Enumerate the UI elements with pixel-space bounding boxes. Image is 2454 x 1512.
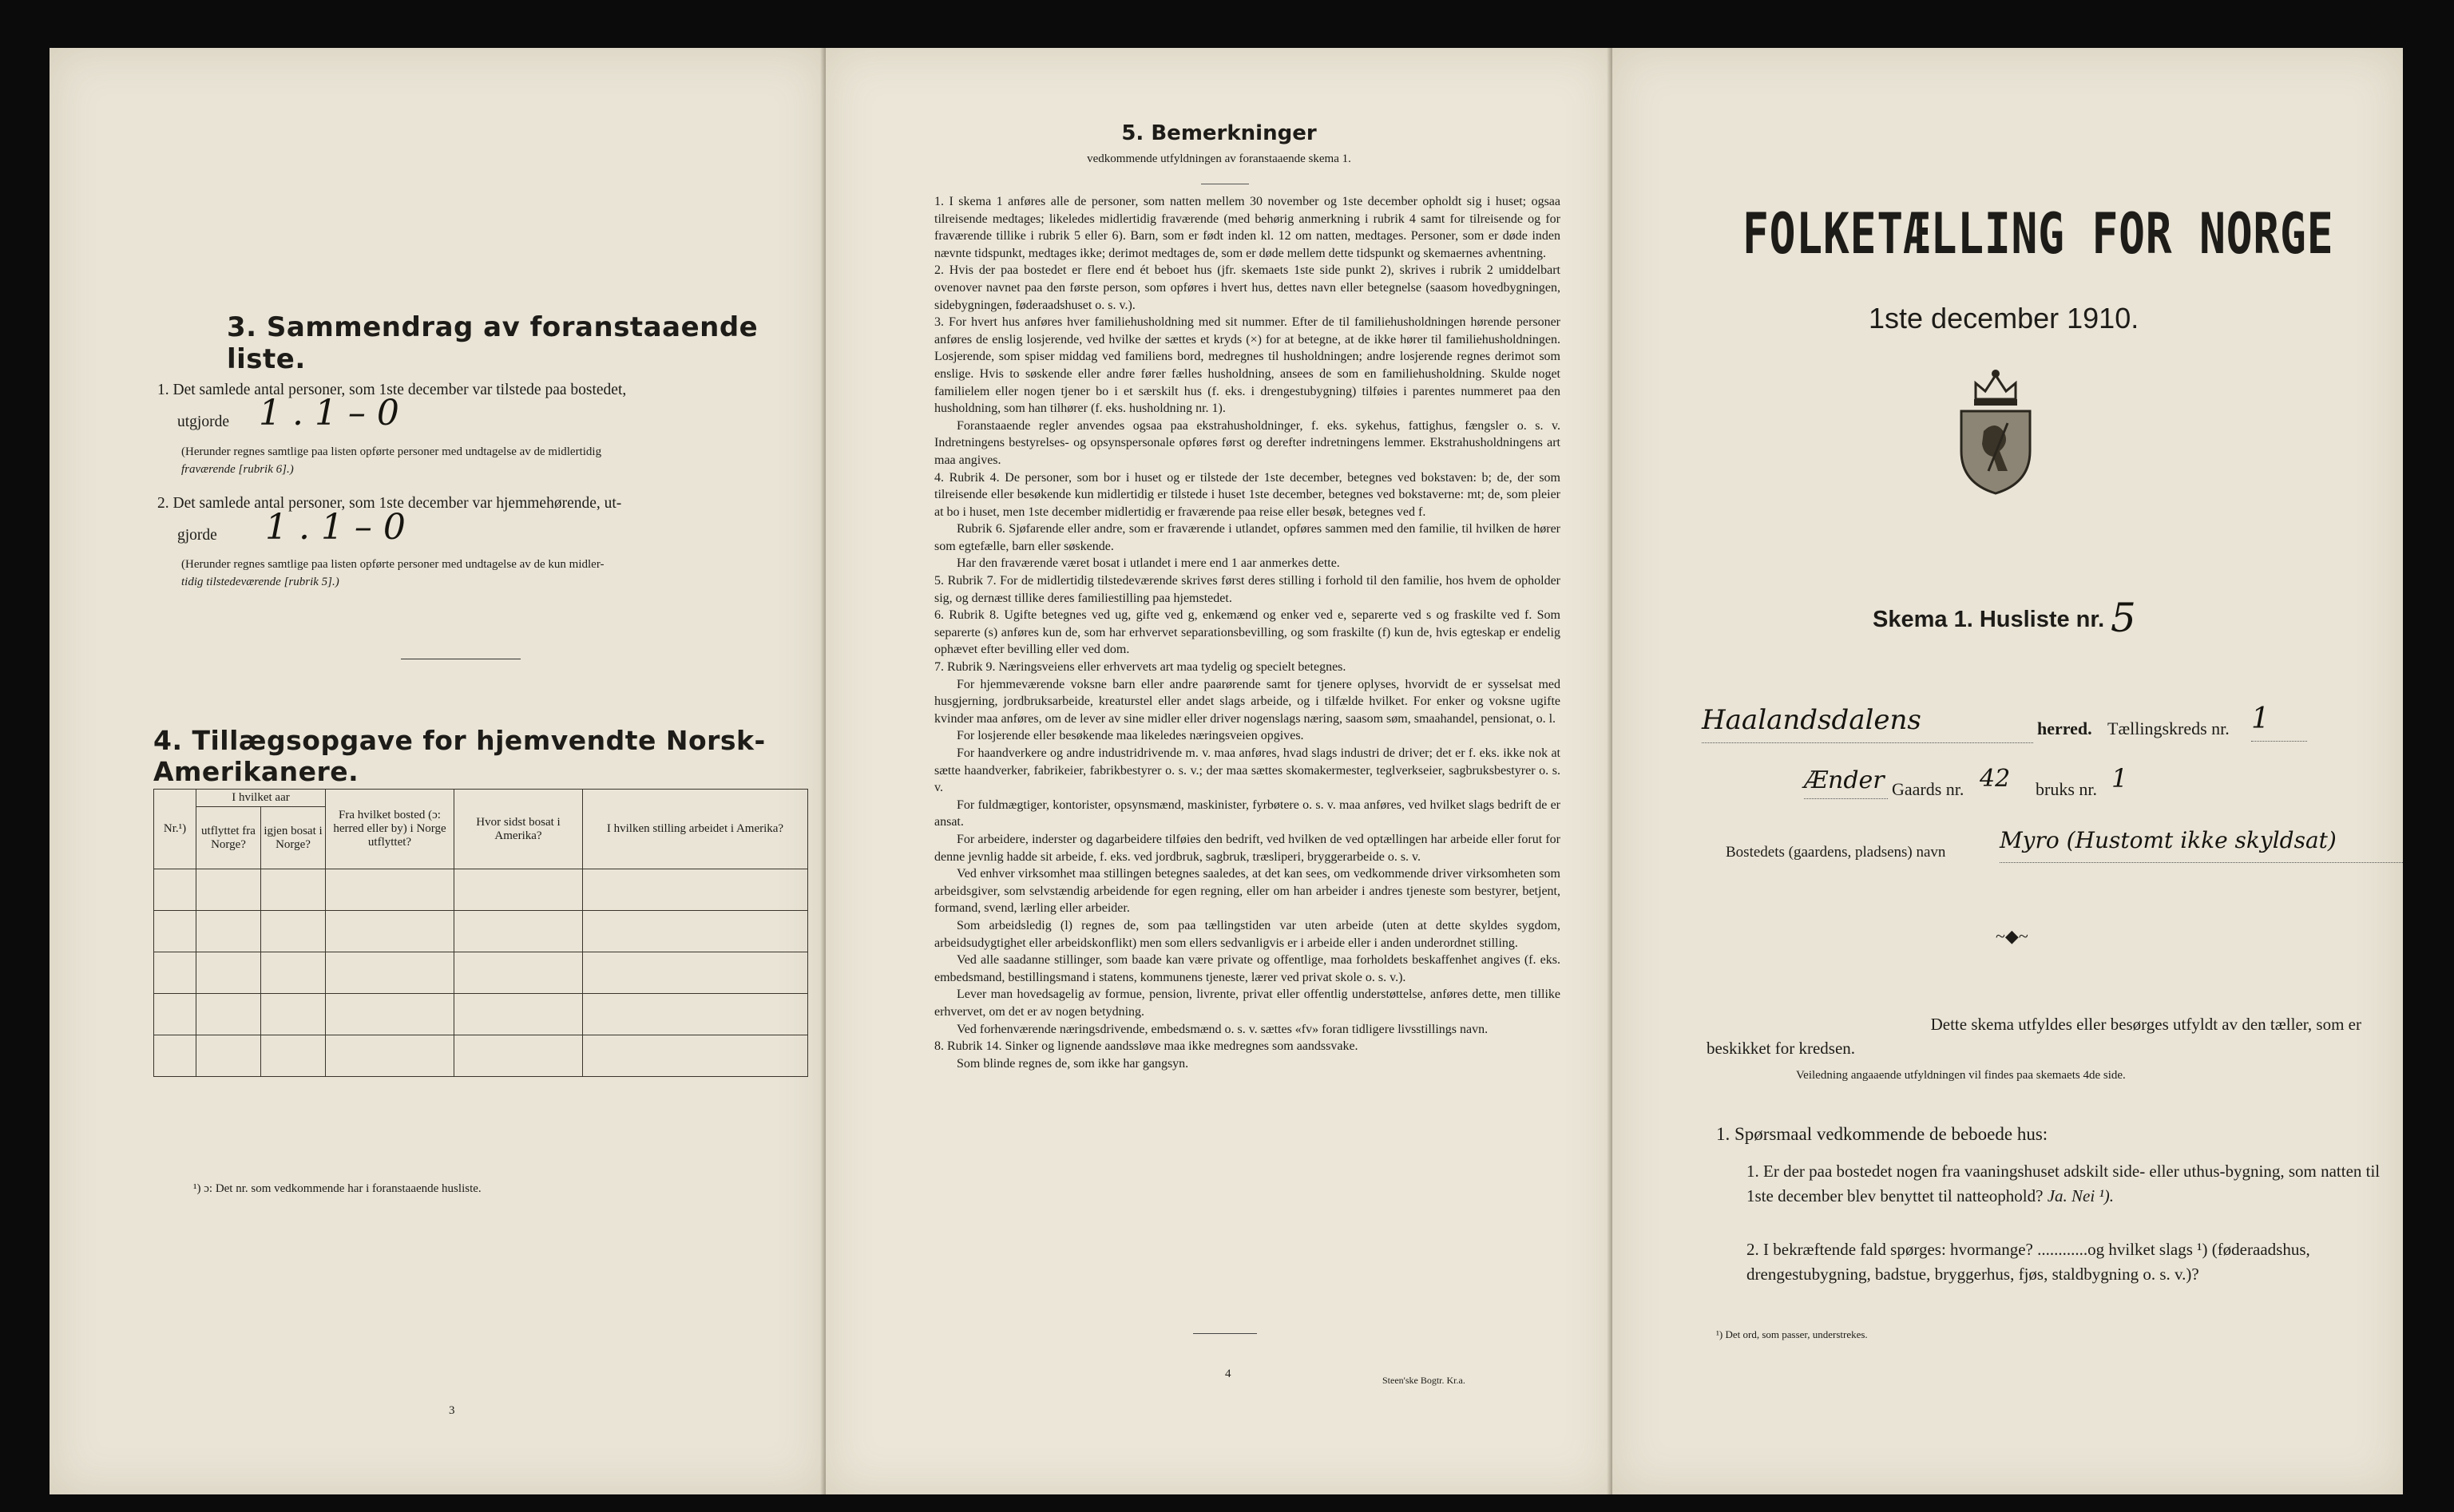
section3-title: 3. Sammendrag av foranstaaende liste. xyxy=(227,311,759,375)
item2-note-2: tidig tilstedeværende [rubrik 5].) xyxy=(181,576,339,588)
intro-line-2: beskikket for kredsen. xyxy=(1707,1039,1856,1058)
bemerkninger-subtitle: vedkommende utfyldningen av foranstaaende skema 1. xyxy=(1087,152,1351,165)
col-returned: igjen bosat i Norge? xyxy=(261,807,326,869)
kreds-label: Tællingskreds nr. xyxy=(2107,718,2230,738)
remark-paragraph: For haandverkere og andre industridrivende m. v. maa anføres, hvad slags industri de driver; det er f. eks. ikke nok at sætte haandverker, fabrikeier, fabrikbestyrer o. s. v.; der maa sættes skomakermester, teglverkseier, sagbruksbestyrer o. s. v. xyxy=(934,746,1560,795)
bruks-nr: 1 xyxy=(2111,763,2128,794)
table-row xyxy=(154,1035,808,1077)
page-left xyxy=(50,48,826,1494)
bemerkninger-title: 5. Bemerkninger xyxy=(1121,121,1317,145)
remark-paragraph: Lever man hovedsagelig av formue, pension, livrente, privat eller offentlig understøttelse, anføres dette, men tillike erhvervet, om det er av nogen betydning. xyxy=(934,988,1560,1019)
remark-paragraph: 2. Hvis der paa bostedet er flere end ét beboet hus (jfr. skemaets 1ste side punkt 2), skrives i rubrik 2 umiddelbart ovenover navnet paa den første person, som opføres i hvert hus, dettes navn eller betegnelse (saasom hovedbygningen, sidebygningen, føderaadshuset o. s. v.). xyxy=(934,263,1560,312)
bruks-label: bruks nr. xyxy=(2036,779,2097,799)
q1-2: 2. I bekræftende fald spørges: hvormange? ............og hvilket slags ¹) (føderaadshus, drengestubygning, badstue, bryggerhus, fjøs, staldbygning o. s. v.)? xyxy=(1746,1240,2310,1284)
page-middle xyxy=(826,48,1612,1494)
bosted-value: Myro (Hustomt ikke skyldsat) xyxy=(2000,827,2337,853)
item1-value: 1 . 1 – 0 xyxy=(259,393,399,433)
remark-paragraph: 3. For hvert hus anføres hver familiehusholdning med sit nummer. Efter de til familiehusholdningen hørende personer anføres de enslig losjerende, ved hvilke der sættes et kryds (×) for at betegne, at de ikke hører til familiehusholdningen. Losjerende, som spiser middag ved familiens bord, medregnes til husholdningen; andre losjerende regnes derimot som enslige. Hvis to søskende eller andre fører fælles husholdning, ansees de som en familiehusholdning. Skulde noget familielem eller nogen tjener bo i et særskilt hus (f. eks. i drengestubygning) tilføies i parentes nummeret paa den husholdning, som han tilhører (f. eks. husholdning nr. 1). xyxy=(934,315,1560,416)
remark-paragraph: 6. Rubrik 8. Ugifte betegnes ved ug, gifte ved g, enkemænd og enker ved e, separerte ved s og fraskilte ved f. Som separerte (s) anføres kun de, som har erhvervet separationsbevilling, og som fraskilte (f) kun de, hvis egteskap er endelig ophævet efter bevilling eller ved dom. xyxy=(934,608,1560,657)
col-position: I hvilken stilling arbeidet i Amerika? xyxy=(583,790,808,869)
census-date: 1ste december 1910. xyxy=(1869,302,2139,334)
kreds-value: 1 xyxy=(2251,703,2270,735)
item1-label: utgjorde xyxy=(177,414,229,430)
remark-paragraph: For fuldmægtiger, kontorister, opsynsmænd, maskinister, fyrbøtere o. s. v. maa anføres, ved hvilket slags bedrift de er ansat. xyxy=(934,798,1560,829)
gaard-nr: 42 xyxy=(1980,765,2011,793)
item1-note-2: fraværende [rubrik 6].) xyxy=(181,463,294,476)
remark-paragraph: Ved alle saadanne stillinger, som baade kan være private og offentlige, maa forholdets beskaffenhet angives (f. eks. embedsmand, bestillingsmand i statens, kommunens tjeneste, lærer ved privat skole o. s. v.). xyxy=(934,953,1560,984)
remark-paragraph: 7. Rubrik 9. Næringsveiens eller erhvervets art maa tydelig og specielt betegnes. xyxy=(934,660,1346,675)
page-number: 3 xyxy=(449,1404,455,1417)
section4-title: 4. Tillægsopgave for hjemvendte Norsk-Amerikanere. xyxy=(153,725,766,787)
remark-paragraph: 8. Rubrik 14. Sinker og lignende aandssløve maa ikke medregnes som aandssvake. xyxy=(934,1039,1358,1054)
remark-paragraph: 1. I skema 1 anføres alle de personer, som natten mellem 30 november og 1ste december opholdt sig i huset; ogsaa tilreisende medtages; likeledes midlertidig fraværende (med behørig anmerkning i rubrik 4 samt for tilreisende og for fraværende tillike i rubrik 5 eller 6). Barn, som er født inden kl. 12 om natten, medtages. Personer, som er døde inden nævnte tidspunkt, medtages ikke; derimot medtages de, som er døde mellem dette tidspunkt og skemaernes avhentning. xyxy=(934,195,1560,260)
item1-text: 1. Det samlede antal personer, som 1ste december var tilstede paa bostedet, xyxy=(157,382,627,398)
col-nr: Nr.¹) xyxy=(154,790,196,869)
page-right xyxy=(1612,48,2403,1494)
table-row xyxy=(154,869,808,911)
table-row xyxy=(154,911,808,952)
remark-paragraph: Ved enhver virksomhet maa stillingen betegnes saaledes, at det kan sees, om vedkommende driver virksomheten som arbeidsgiver, som selvstændig arbeidende for egen regning, eller om han arbeider i andres tjeneste som bestyrer, betjent, formand, svend, lærling eller arbeider. xyxy=(934,867,1560,916)
page3-footnote: ¹) Det ord, som passer, understrekes. xyxy=(1716,1328,1868,1340)
remark-paragraph: 4. Rubrik 4. De personer, som bor i huset og er tilstede der 1ste december, betegnes ved bokstaven: b; de, der som tilreisende eller besøkende kun midlertidig er tilstede i huset 1ste december, betegnes ved bokstaverne: mt; de, som pleier at bo i huset, men 1ste december midlertidig er fraværende paa reise eller besøk, betegnes ved f. xyxy=(934,470,1560,519)
item2-value: 1 . 1 – 0 xyxy=(265,507,406,548)
schema-label: Skema 1. Husliste nr. xyxy=(1873,607,2105,632)
kreds-field xyxy=(2251,703,2307,742)
remarks-list xyxy=(934,193,1560,1072)
item2-label: gjorde xyxy=(177,527,217,544)
intro-line-1: Dette skema utfyldes eller besørges utfyldt av den tæller, som er xyxy=(1930,1015,2361,1034)
col-from-place: Fra hvilket bosted (ɔ: herred eller by) i Norge utflyttet? xyxy=(326,790,454,869)
herred-field xyxy=(1702,704,2033,743)
q1-1-text: 1. Er der paa bostedet nogen fra vaaningshuset adskilt side- eller uthus-bygning, som natten til 1ste december blev benyttet til natteophold? xyxy=(1746,1162,2381,1205)
ornament-icon: ~◆~ xyxy=(1996,926,2028,946)
intro-note: Veiledning angaaende utfyldningen vil findes paa skemaets 4de side. xyxy=(1796,1069,2126,1082)
divider xyxy=(1193,1333,1257,1334)
gaard-label: Gaards nr. xyxy=(1892,779,1964,799)
bosted-label: Bostedets (gaardens, pladsens) navn xyxy=(1726,844,1946,861)
schema-number: 5 xyxy=(2111,595,2136,641)
remark-paragraph: Som blinde regnes de, som ikke har gangsyn. xyxy=(957,1056,1189,1071)
herred-label: herred. xyxy=(2037,718,2092,738)
main-title: FOLKETÆLLING FOR NORGE xyxy=(1742,201,2334,267)
q1-1 xyxy=(1746,1159,2385,1209)
gaard-field xyxy=(1804,766,1888,799)
table-row xyxy=(154,952,808,994)
q1-title: 1. Spørsmaal vedkommende de beboede hus: xyxy=(1716,1124,2048,1144)
remark-paragraph: Ved forhenværende næringsdrivende, embedsmænd o. s. v. sættes «fv» foran tidligere livsstillings navn. xyxy=(957,1022,1489,1036)
remark-paragraph: Foranstaaende regler anvendes ogsaa paa ekstrahusholdninger, f. eks. sykehus, fattighus, fængsler o. s. v. Indretningens bestyrelses- og opsynspersonale opføres først og derefter indretningens lemmer. Ekstrahusholdningens art maa angives. xyxy=(934,418,1560,467)
q1-1-answer: Ja. Nei ¹). xyxy=(2047,1186,2114,1205)
item1-note-1: (Herunder regnes samtlige paa listen opførte personer med undtagelse av de midlertidig xyxy=(181,445,602,458)
remark-paragraph: Har den fraværende været bosat i utlandet i mere end 1 aar anmerkes dette. xyxy=(957,556,1340,571)
herred-value: Haalandsdalens xyxy=(1702,704,1921,736)
remark-paragraph: Som arbeidsledig (l) regnes de, som paa tællingstiden var uten arbeide (uten at dette skyldes sygdom, arbeidsudygtighet eller arbeidskonflikt) men som ellers sedvanligvis er i arbeide eller i anden underordnet stilling. xyxy=(934,918,1560,950)
item2-text: 2. Det samlede antal personer, som 1ste december var hjemmehørende, ut- xyxy=(157,495,622,512)
col-emigrated: utflyttet fra Norge? xyxy=(196,807,261,869)
table-row xyxy=(154,994,808,1035)
item2-note-1: (Herunder regnes samtlige paa listen opførte personer med undtagelse av de kun midler- xyxy=(181,558,605,571)
norway-coat-of-arms-icon xyxy=(1952,367,2040,495)
col-year-group: I hvilket aar xyxy=(196,790,326,807)
remark-paragraph: 5. Rubrik 7. For de midlertidig tilstedeværende skrives først deres stilling i forhold til den familie, hos hvem de opholder sig, og dernæst tillike deres familiestilling paa hjemstedet. xyxy=(934,574,1560,605)
table-footnote: ¹) ɔ: Det nr. som vedkommende har i foranstaaende husliste. xyxy=(193,1182,482,1195)
bosted-field xyxy=(2000,827,2403,863)
gaard-value: Ænder xyxy=(1804,766,1885,794)
col-last-place: Hvor sidst bosat i Amerika? xyxy=(454,790,583,869)
remark-paragraph: Rubrik 6. Sjøfarende eller andre, som er fraværende i utlandet, opføres sammen med den familie, til hvilken de hører som egtefælle, barn eller søskende. xyxy=(934,522,1560,553)
remark-paragraph: For arbeidere, inderster og dagarbeidere tilføies den bedrift, ved hvilken de ved optællingen har arbeide eller forut for denne jevnlig hadde sit arbeide, f. eks. ved jordbruk, sagbruk, træsliperi, bryggerarbeide o. s. v. xyxy=(934,832,1560,864)
remark-paragraph: For hjemmeværende voksne barn eller andre paarørende samt for tjenere oplyses, hvorvidt de er sysselsat med husgjerning, jordbruksarbeide, kreaturstel eller andet slags arbeide, og i tilfælde hvilket. For enker og voksne ugifte kvinder maa anføres, om de lever av sine midler eller driver nogenslags næring, saasom søm, smaahandel, pensionat, o. l. xyxy=(934,677,1560,726)
norsk-amerikanere-table xyxy=(153,789,808,1077)
remark-paragraph: For losjerende eller besøkende maa likeledes næringsveien opgives. xyxy=(957,729,1304,743)
printer-mark: Steen'ske Bogtr. Kr.a. xyxy=(1382,1375,1465,1386)
page-number: 4 xyxy=(1225,1368,1231,1380)
